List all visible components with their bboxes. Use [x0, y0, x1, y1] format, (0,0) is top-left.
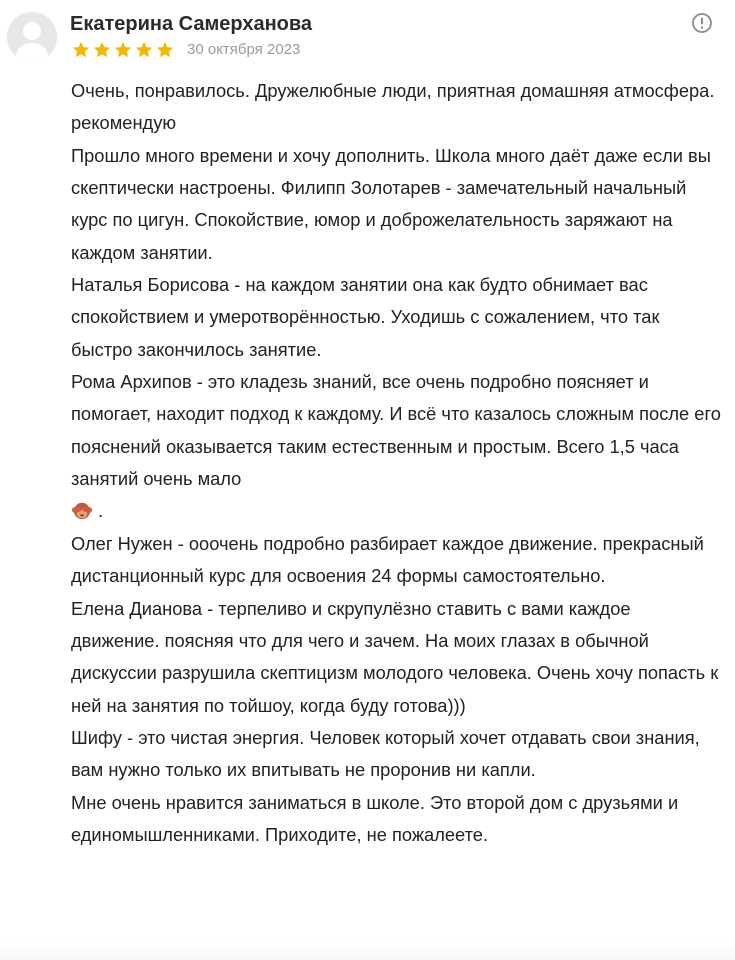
review-text: [71, 75, 721, 851]
star-icon: [113, 40, 133, 60]
star-rating: [71, 40, 176, 60]
user-silhouette-icon: [7, 12, 57, 62]
review-paragraph: Шифу - это чистая энергия. Человек который хочет отдавать свои знания, вам нужно только их впитывать не проронив ни капли.: [71, 726, 700, 781]
star-icon: [134, 40, 154, 60]
report-button[interactable]: [691, 12, 713, 34]
review-paragraph-text: Рома Архипов - это кладезь знаний, все очень подробно поясняет и помогает, находит подход к каждому. И всё что казалось сложным после его пояснений оказывается таким естественным и простым. Всего 1,5 часа занятий очень мало: [71, 371, 721, 490]
review-paragraph: Елена Дианова - терпеливо и скрупулёзно ставить с вами каждое движение. поясняя что для чего и зачем. На моих глазах в обычной дискуссии разрушила скептицизм молодого человека. Очень хочу попасть к ней на занятия по тойшоу, когда буду готова))): [71, 597, 719, 716]
review-paragraph: Прошло много времени и хочу дополнить. Школа много даёт даже если вы скептически настроены. Филипп Золотарев - замечательный начальный курс по цигун. Спокойствие, юмор и доброжелательность заряжают на каждом занятии.: [71, 144, 711, 263]
bottom-fade: [0, 940, 735, 960]
exclamation-circle-icon: [691, 12, 713, 34]
avatar[interactable]: [7, 12, 57, 62]
review-paragraph: Мне очень нравится заниматься в школе. Это второй дом с друзьями и единомышленниками. Приходите, не пожалеете.: [71, 791, 679, 845]
see-no-evil-monkey-icon: [71, 501, 93, 521]
review-paragraph-with-emoji: [71, 366, 721, 528]
author-name[interactable]: Екатерина Самерханова: [70, 13, 313, 35]
star-icon: [155, 40, 175, 60]
star-icon: [71, 40, 91, 60]
review-paragraph: Очень, понравилось. Дружелюбные люди, приятная домашняя атмосфера. рекомендую: [71, 80, 715, 134]
review-paragraph: Олег Нужен - ооочень подробно разбирает каждое движение. прекрасный дистанционный курс для освоения 24 формы самостоятельно.: [71, 532, 704, 587]
emoji-suffix: .: [93, 500, 104, 522]
review-date: 30 октября 2023: [187, 41, 301, 58]
review-paragraph: Наталья Борисова - на каждом занятии она как будто обнимает вас спокойствием и умеротворённостью. Уходишь с сожалением, что так быстро закончилось занятие.: [71, 274, 660, 360]
star-icon: [92, 40, 112, 60]
